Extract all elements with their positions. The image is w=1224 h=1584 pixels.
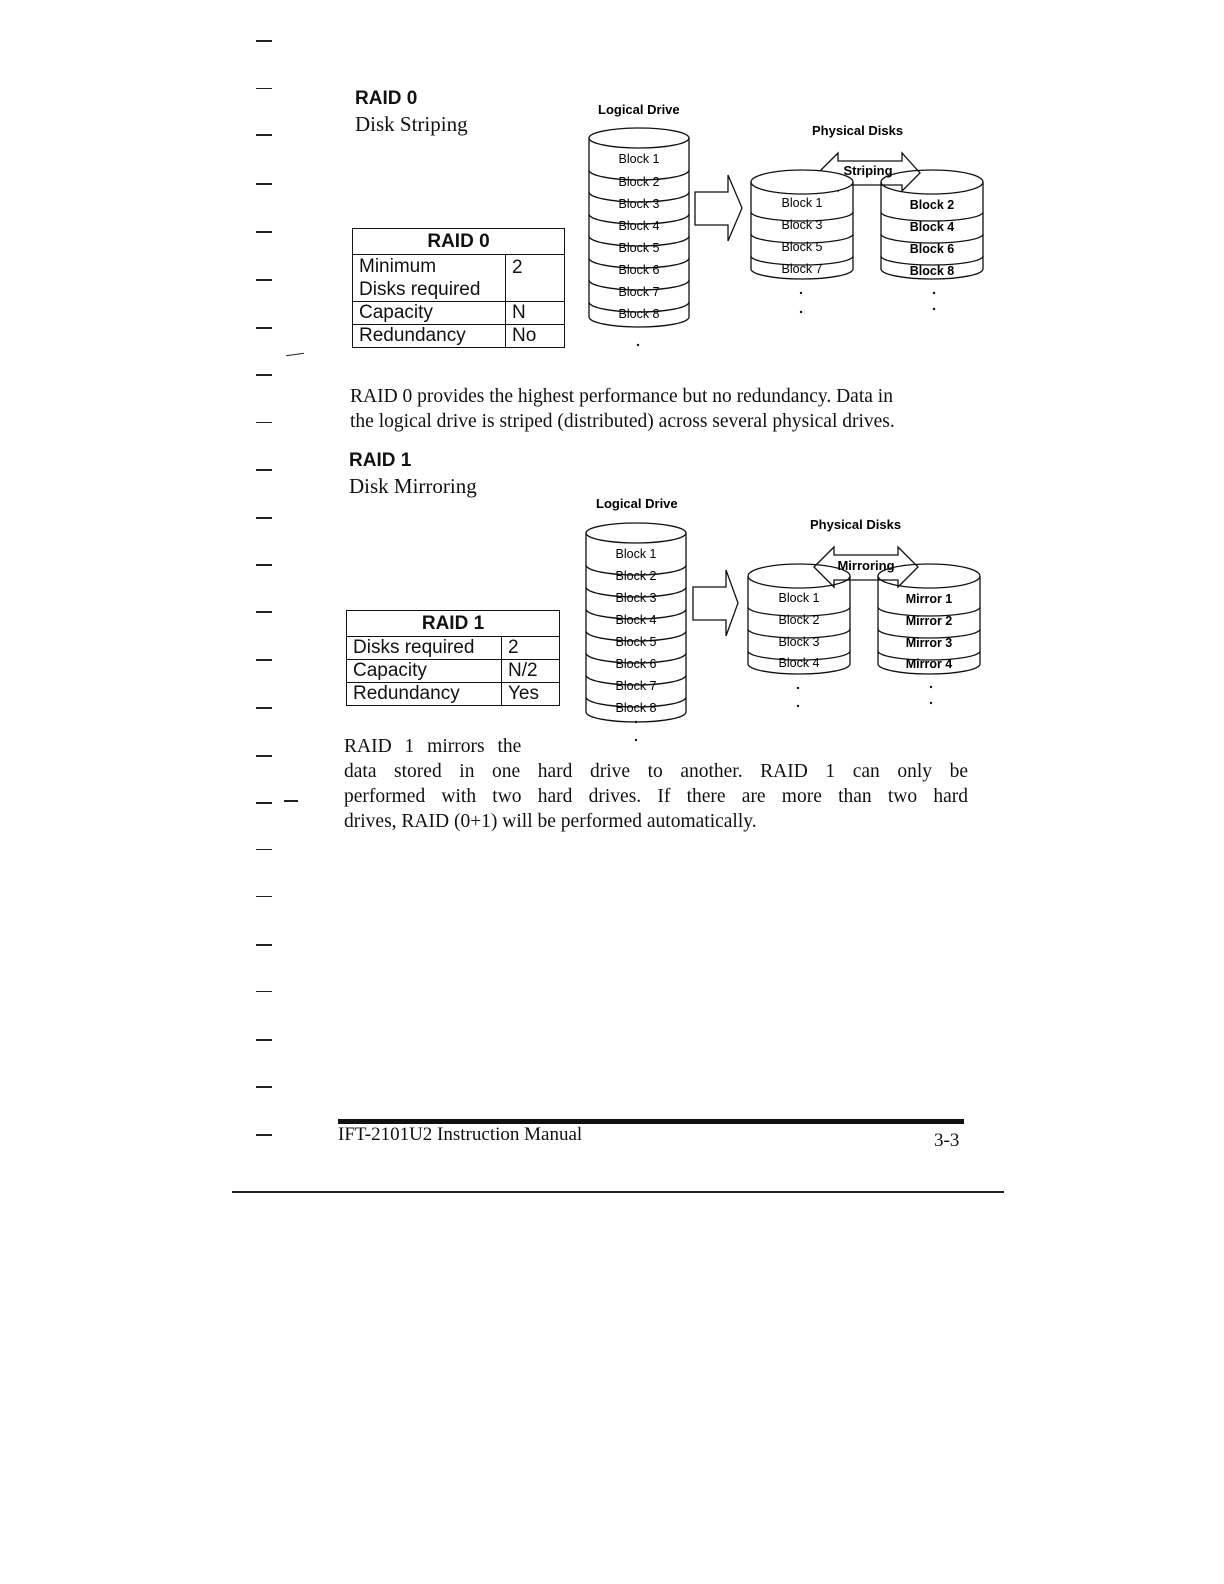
- logical-block: Block 3: [618, 197, 660, 211]
- continuation-dot: [933, 308, 935, 310]
- table-row: [353, 302, 565, 325]
- footer-page-number: 3-3: [934, 1130, 960, 1151]
- table-cell-value: Yes: [502, 683, 560, 706]
- table-cell-value: 2: [502, 637, 560, 660]
- disk-block: Block 7: [781, 262, 823, 276]
- continuation-dot: [930, 686, 932, 688]
- raid0-diagram: [580, 95, 1000, 365]
- table-cell-label-line: Disks required: [359, 279, 481, 300]
- margin-tick: [256, 134, 272, 136]
- logical-block: Block 6: [618, 263, 660, 277]
- logical-block: Block 7: [615, 679, 657, 693]
- margin-tick: [256, 327, 272, 329]
- disk-block: Block 6: [909, 242, 955, 256]
- page-bottom-rule: [232, 1191, 1004, 1193]
- logical-block: Block 4: [618, 219, 660, 233]
- block-arrow-icon: [693, 570, 738, 636]
- disk1-blocks: [782, 196, 823, 276]
- logical-block: Block 6: [615, 657, 657, 671]
- table-cell-label: Redundancy: [347, 683, 502, 706]
- logical-block: Block 1: [618, 152, 660, 166]
- margin-tick: [256, 1039, 272, 1041]
- physical-disks-label: Physical Disks: [812, 123, 904, 138]
- margin-tick: [284, 800, 298, 802]
- raid1-description: [344, 734, 968, 834]
- logical-block: Block 8: [615, 701, 657, 715]
- paragraph-line: RAID 0 provides the highest performance but no redundancy. Data in: [350, 386, 893, 407]
- disk-block: Block 1: [778, 591, 820, 605]
- table-row: [347, 660, 560, 683]
- table-cell-label: Disks required: [347, 637, 502, 660]
- disk-block: Block 3: [778, 635, 820, 649]
- table-cell-label-line: Minimum: [359, 256, 437, 277]
- table-cell-value: N/2: [502, 660, 560, 683]
- raid1-diagram: [578, 490, 998, 750]
- logical-block: Block 3: [615, 591, 657, 605]
- raid0-spec-table: [352, 228, 565, 348]
- margin-tick: [256, 611, 272, 613]
- disk-block: Block 2: [909, 198, 955, 212]
- logical-block: Block 5: [618, 241, 660, 255]
- block-arrow-icon: [695, 175, 742, 241]
- logical-drive-label: Logical Drive: [596, 496, 678, 511]
- disk-block: Mirror 2: [905, 614, 953, 628]
- continuation-dot: [800, 292, 802, 294]
- table-cell-value: N: [506, 302, 565, 325]
- table-row: [353, 325, 565, 348]
- logical-block: Block 7: [618, 285, 660, 299]
- raid0-subheading: Disk Striping: [355, 112, 468, 136]
- continuation-dot: [797, 687, 799, 689]
- margin-tick: [256, 849, 272, 850]
- margin-tick: [256, 564, 272, 566]
- logical-block: Block 8: [618, 307, 660, 321]
- raid0-heading: RAID 0: [355, 88, 418, 109]
- continuation-dot: [637, 344, 639, 346]
- raid0-table-title: RAID 0: [353, 229, 565, 255]
- margin-tick: [256, 802, 272, 804]
- table-cell-label: Capacity: [353, 302, 506, 325]
- margin-tick: [256, 659, 272, 661]
- margin-tick: [256, 88, 272, 89]
- continuation-dot: [933, 292, 935, 294]
- disk2-blocks: [910, 198, 955, 278]
- disk-block: Block 8: [909, 264, 955, 278]
- raid1-heading: RAID 1: [349, 450, 412, 471]
- logical-drive-label: Logical Drive: [598, 102, 680, 117]
- disk-block: Block 4: [909, 220, 955, 234]
- table-row: [347, 683, 560, 706]
- disk-block: Block 3: [781, 218, 823, 232]
- footer-manual-title: IFT-2101U2 Instruction Manual: [338, 1124, 583, 1145]
- paragraph-line: drives, RAID (0+1) will be performed automatically.: [344, 811, 757, 832]
- table-cell-label: Capacity: [347, 660, 502, 683]
- physical-disks-label: Physical Disks: [810, 517, 902, 532]
- table-row: [347, 637, 560, 660]
- disk-block: Mirror 4: [905, 657, 953, 671]
- table-cell-value: 2: [506, 255, 565, 302]
- continuation-dot: [930, 702, 932, 704]
- margin-tick: [256, 755, 272, 757]
- logical-blocks: [616, 547, 657, 715]
- margin-tick: [256, 517, 272, 519]
- margin-tick: [256, 707, 272, 709]
- margin-tick: [256, 896, 272, 897]
- paragraph-line: RAID 1 mirrors the: [344, 736, 522, 757]
- margin-tick: [256, 1134, 272, 1136]
- disk-block: Block 2: [778, 613, 820, 627]
- margin-tick: [256, 469, 272, 471]
- table-cell-value: No: [506, 325, 565, 348]
- margin-tick: [256, 991, 272, 992]
- disk2-blocks: [906, 592, 953, 671]
- disk-block: Block 4: [778, 656, 820, 670]
- logical-block: Block 4: [615, 613, 657, 627]
- disk1-blocks: [779, 591, 820, 670]
- paragraph-line: data stored in one hard drive to another. RAID 1 can only be: [344, 761, 968, 782]
- margin-tick: [256, 40, 272, 42]
- continuation-dot: [635, 721, 637, 723]
- disk-block: Block 1: [781, 196, 823, 210]
- table-cell-label: [353, 255, 506, 302]
- raid1-table-title: RAID 1: [347, 611, 560, 637]
- margin-tick: [256, 944, 272, 946]
- raid1-subheading: Disk Mirroring: [349, 474, 477, 498]
- paragraph-line: performed with two hard drives. If there are more than two hard: [344, 786, 968, 807]
- margin-tick: [256, 422, 272, 423]
- disk-block: Block 5: [781, 240, 823, 254]
- logical-block: Block 5: [615, 635, 657, 649]
- margin-tick: [256, 1086, 272, 1088]
- margin-tick: [256, 374, 272, 376]
- table-cell-label: Redundancy: [353, 325, 506, 348]
- logical-blocks: [619, 152, 660, 321]
- margin-tick: [256, 183, 272, 185]
- continuation-dot: [797, 705, 799, 707]
- disk-block: Mirror 1: [905, 592, 953, 606]
- logical-block: Block 2: [615, 569, 657, 583]
- mirroring-label: Mirroring: [837, 558, 895, 573]
- table-row: [353, 255, 565, 302]
- logical-block: Block 2: [618, 175, 660, 189]
- disk-block: Mirror 3: [905, 636, 953, 650]
- striping-label: Striping: [843, 163, 893, 178]
- margin-tick: [286, 353, 304, 356]
- continuation-dot: [800, 311, 802, 313]
- margin-tick: [256, 231, 272, 233]
- margin-tick: [256, 279, 272, 281]
- raid1-spec-table: [346, 610, 560, 706]
- raid0-description: [350, 384, 990, 434]
- paragraph-line: the logical drive is striped (distributed) across several physical drives.: [350, 411, 895, 432]
- logical-block: Block 1: [615, 547, 657, 561]
